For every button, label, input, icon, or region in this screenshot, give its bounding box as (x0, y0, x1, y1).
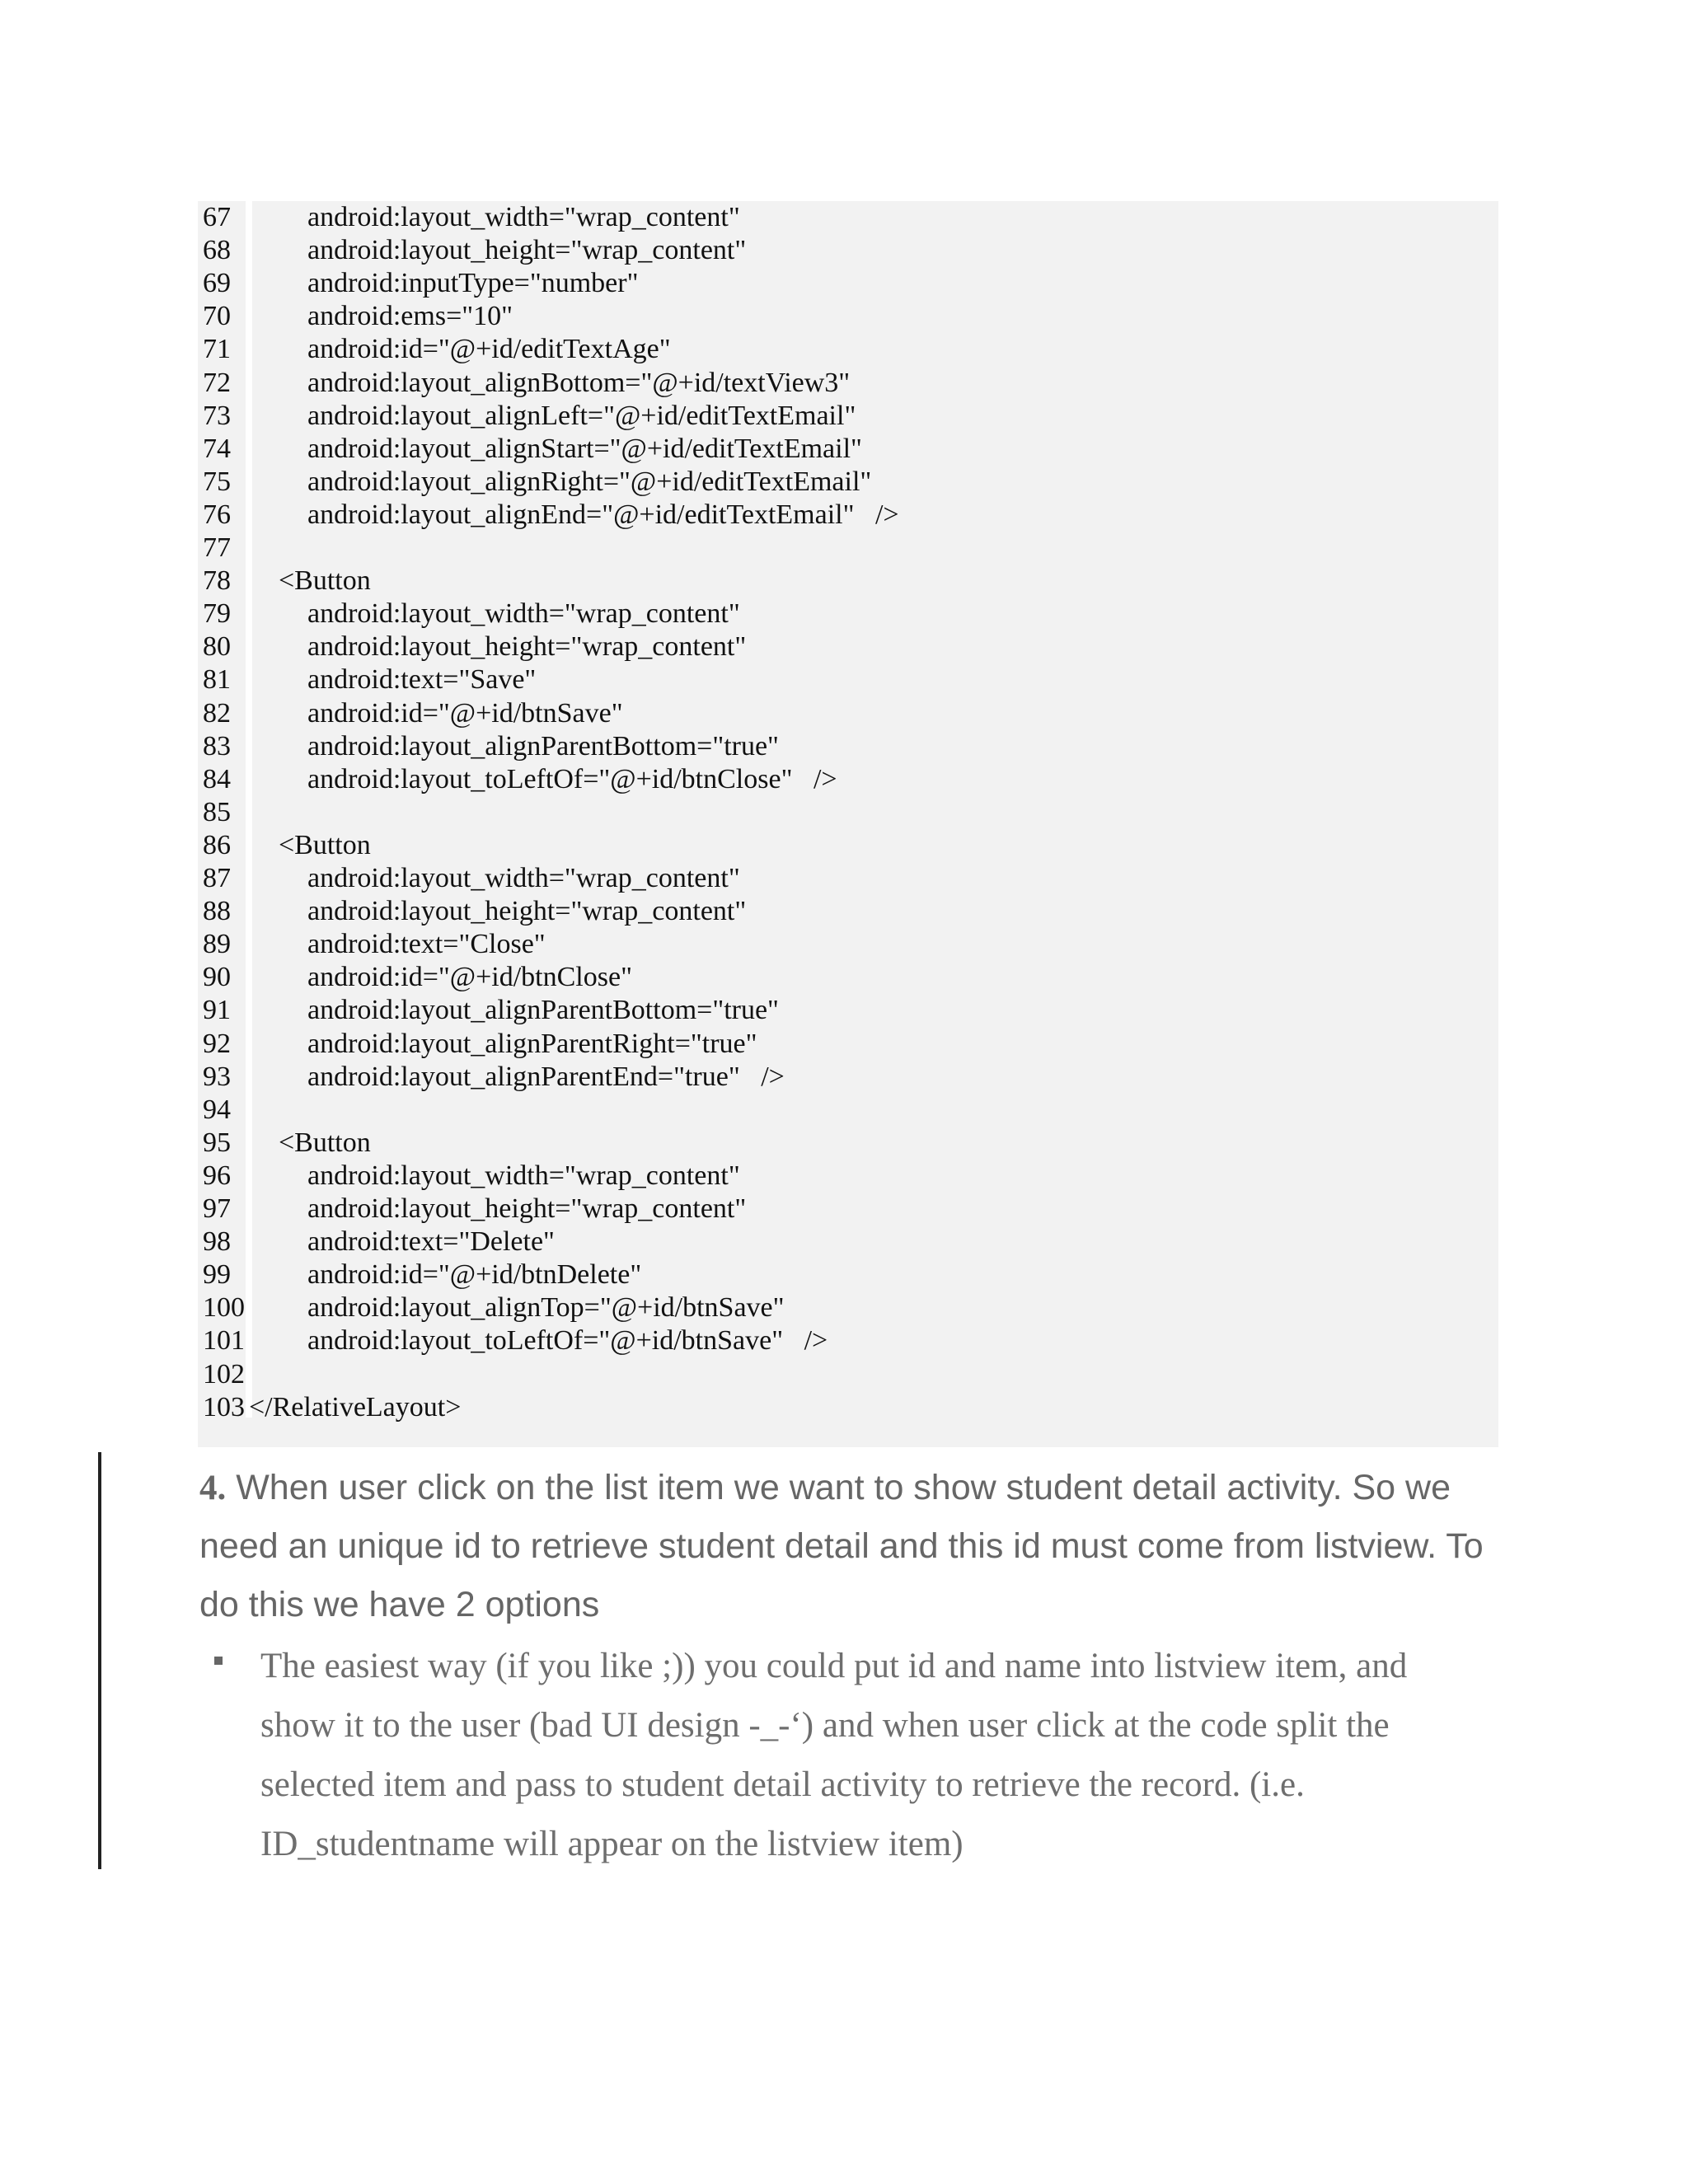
code-text: android:text="Delete" (307, 1226, 555, 1257)
line-number: 75 (203, 466, 231, 497)
code-line (198, 400, 1498, 433)
line-number: 98 (203, 1226, 231, 1257)
code-text: </RelativeLayout> (249, 1392, 462, 1422)
code-line (198, 267, 1498, 300)
line-number: 95 (203, 1127, 231, 1158)
revision-change-bar (98, 1452, 101, 1869)
code-text: android:layout_alignEnd="@+id/editTextEmail" /> (307, 499, 899, 530)
code-line (198, 796, 1498, 829)
code-line (198, 532, 1498, 565)
code-text: android:layout_width="wrap_content" (307, 863, 740, 893)
code-line (198, 1258, 1498, 1291)
code-text: android:id="@+id/btnSave" (307, 698, 623, 729)
code-text: android:layout_toLeftOf="@+id/btnClose" /> (307, 764, 837, 794)
line-number: 87 (203, 863, 231, 893)
line-number: 86 (203, 830, 231, 860)
line-number: 88 (203, 896, 231, 926)
line-number: 102 (203, 1359, 245, 1390)
code-line (198, 367, 1498, 400)
code-text: android:layout_width="wrap_content" (307, 598, 740, 629)
line-number: 79 (203, 598, 231, 629)
code-text: android:layout_height="wrap_content" (307, 896, 747, 926)
code-text: android:layout_alignStart="@+id/editTextEmail" (307, 434, 862, 464)
code-text: android:layout_alignBottom="@+id/textView3" (307, 368, 851, 398)
code-block (198, 201, 1498, 1447)
code-text: <Button (279, 1127, 371, 1158)
line-number: 70 (203, 301, 231, 331)
code-text: android:id="@+id/editTextAge" (307, 334, 671, 364)
code-text: <Button (279, 830, 371, 860)
line-number: 97 (203, 1193, 231, 1224)
code-line (198, 961, 1498, 994)
code-text: android:id="@+id/btnClose" (307, 962, 632, 992)
line-number: 99 (203, 1259, 231, 1290)
line-number: 84 (203, 764, 231, 794)
code-text: android:text="Close" (307, 929, 546, 959)
line-number: 78 (203, 565, 231, 596)
code-text: android:layout_alignParentBottom="true" (307, 731, 779, 762)
line-number: 96 (203, 1160, 231, 1191)
code-line (198, 663, 1498, 696)
line-number: 68 (203, 235, 231, 265)
code-line (198, 862, 1498, 895)
code-text: android:layout_height="wrap_content" (307, 631, 747, 662)
line-number: 81 (203, 664, 231, 695)
line-number: 90 (203, 962, 231, 992)
code-line (198, 1358, 1498, 1391)
line-number: 73 (203, 401, 231, 431)
code-line (198, 994, 1498, 1027)
line-number: 74 (203, 434, 231, 464)
code-text: android:layout_alignLeft="@+id/editTextEmail" (307, 401, 856, 431)
line-number: 85 (203, 797, 231, 827)
line-number: 82 (203, 698, 231, 729)
code-line (198, 1160, 1498, 1193)
code-text: android:layout_alignRight="@+id/editTextEmail" (307, 466, 872, 497)
step-text: When user click on the list item we want to show student detail activity. So we need an unique id to retrieve student detail and this id must come from listview. To do this we have 2 options (199, 1468, 1484, 1624)
code-text: android:layout_toLeftOf="@+id/btnSave" /> (307, 1325, 828, 1356)
line-number: 91 (203, 995, 231, 1025)
code-text: android:inputType="number" (307, 268, 639, 298)
line-number: 89 (203, 929, 231, 959)
code-line (198, 928, 1498, 961)
code-line (198, 300, 1498, 333)
line-number: 71 (203, 334, 231, 364)
code-line (198, 1061, 1498, 1094)
bullet-square-icon (214, 1657, 223, 1665)
code-line (198, 1291, 1498, 1324)
line-number: 77 (203, 532, 231, 563)
step-paragraph (199, 1459, 1485, 1634)
code-text: android:layout_width="wrap_content" (307, 202, 740, 232)
code-line (198, 1324, 1498, 1357)
code-line (198, 598, 1498, 630)
line-number: 67 (203, 202, 231, 232)
line-number: 80 (203, 631, 231, 662)
code-line (198, 1127, 1498, 1160)
code-line (198, 730, 1498, 763)
code-line (198, 697, 1498, 730)
code-line (198, 1193, 1498, 1226)
code-text: android:layout_height="wrap_content" (307, 1193, 747, 1224)
code-line (198, 565, 1498, 598)
line-number: 92 (203, 1029, 231, 1059)
code-text: android:layout_height="wrap_content" (307, 235, 747, 265)
line-number: 93 (203, 1062, 231, 1092)
code-text: android:layout_width="wrap_content" (307, 1160, 740, 1191)
code-line (198, 1226, 1498, 1258)
line-number: 76 (203, 499, 231, 530)
line-number: 103 (203, 1392, 245, 1422)
code-line (198, 466, 1498, 499)
line-number: 94 (203, 1094, 231, 1125)
line-number: 83 (203, 731, 231, 762)
code-text: android:layout_alignParentRight="true" (307, 1029, 757, 1059)
line-number: 72 (203, 368, 231, 398)
line-number: 69 (203, 268, 231, 298)
code-line (198, 201, 1498, 234)
code-line (198, 234, 1498, 267)
code-line (198, 829, 1498, 862)
code-line (198, 1028, 1498, 1061)
code-text: android:text="Save" (307, 664, 537, 695)
code-text: android:layout_alignParentBottom="true" (307, 995, 779, 1025)
line-number: 101 (203, 1325, 245, 1356)
code-line (198, 1391, 1498, 1424)
code-text: android:ems="10" (307, 301, 513, 331)
code-line (198, 499, 1498, 532)
code-line (198, 763, 1498, 796)
code-text: android:id="@+id/btnDelete" (307, 1259, 642, 1290)
code-line (198, 333, 1498, 366)
code-line (198, 630, 1498, 663)
step-number: 4. (199, 1469, 227, 1507)
code-text: <Button (279, 565, 371, 596)
code-text: android:layout_alignTop="@+id/btnSave" (307, 1292, 785, 1323)
line-number: 100 (203, 1292, 245, 1323)
code-line (198, 433, 1498, 466)
code-text: android:layout_alignParentEnd="true" /> (307, 1062, 785, 1092)
code-line (198, 895, 1498, 928)
bullet-item: The easiest way (if you like ;)) you could put id and name into listview item, and show it to the user (bad UI design -_-‘) and when user click at the code split the selected item and pass to student detail activity to retrieve the record. (i.e. ID_studentname will appear on the listview item) (260, 1647, 1408, 1863)
code-line (198, 1094, 1498, 1127)
